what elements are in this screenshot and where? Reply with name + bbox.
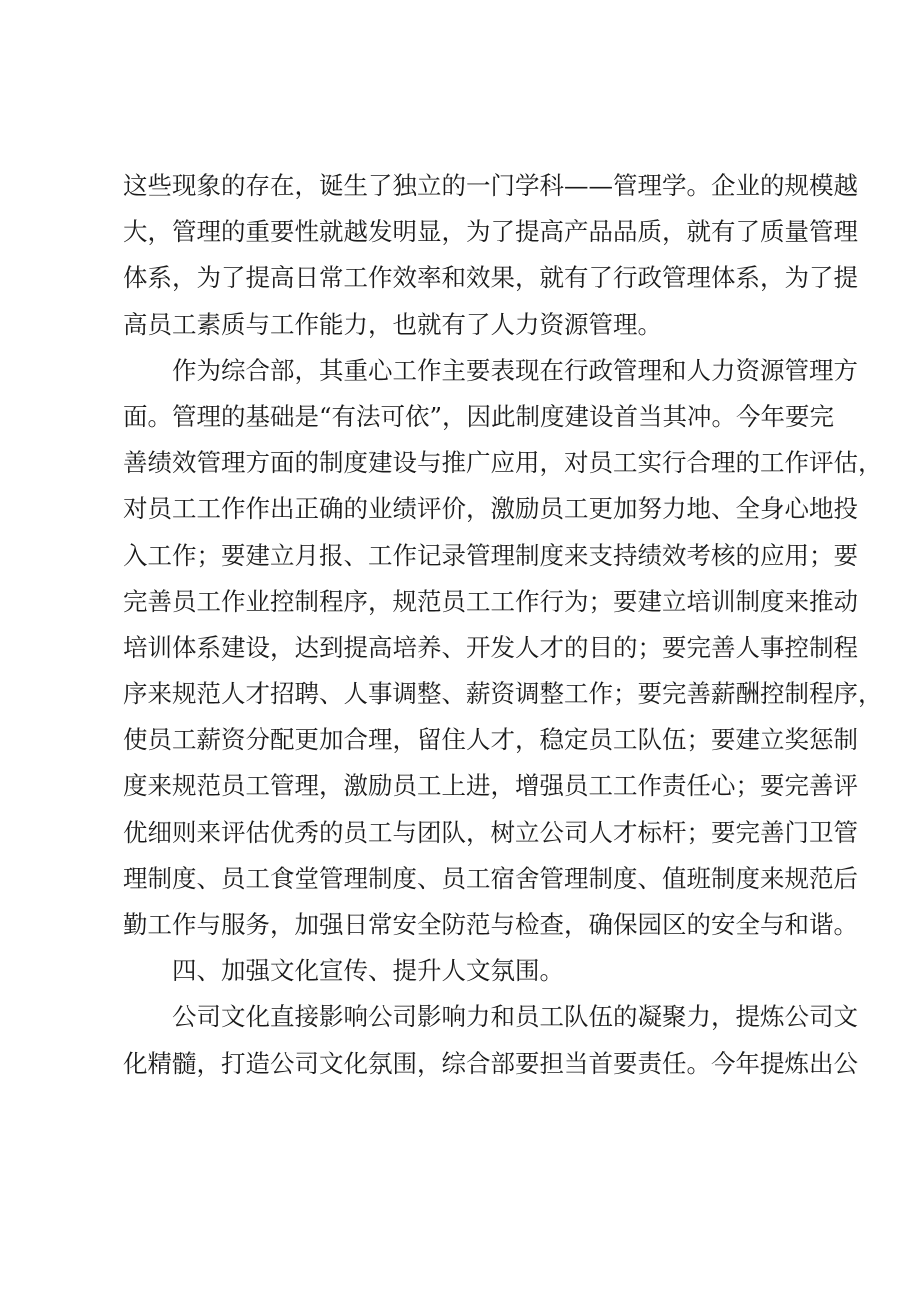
body-text — [123, 163, 883, 1087]
text-line: 作为综合部，其重心工作主要表现在行政管理和人力资源管理方 — [172, 355, 858, 385]
text-line: 大，管理的重要性就越发明显，为了提高产品品质，就有了质量管理 — [123, 217, 858, 247]
text-line: 面。管理的基础是“有法可依”，因此制度建设首当其冲。今年要完 — [123, 401, 835, 431]
text-line: 完善员工作业控制程序，规范员工工作行为；要建立培训制度来推动 — [123, 586, 858, 616]
text-line: 使员工薪资分配更加合理，留住人才，稳定员工队伍；要建立奖惩制 — [123, 725, 858, 755]
text-line: 度来规范员工管理，激励员工上进，增强员工工作责任心；要完善评 — [123, 771, 858, 801]
text-line: 高员工素质与工作能力，也就有了人力资源管理。 — [123, 309, 662, 339]
text-line: 勤工作与服务，加强日常安全防范与检查，确保园区的安全与和谐。 — [123, 910, 858, 939]
text-line: 培训体系建设，达到提高培养、开发人才的目的；要完善人事控制程 — [123, 632, 858, 662]
text-line: 化精髓，打造公司文化氛围，综合部要担当首要责任。今年提炼出公 — [123, 1048, 858, 1078]
text-line: 序来规范人才招聘、人事调整、薪资调整工作；要完善薪酬控制程序， — [123, 679, 883, 709]
text-line: 对员工工作作出正确的业绩评价，激励员工更加努力地、全身心地投 — [123, 494, 858, 524]
text-line: 这些现象的存在，诞生了独立的一门学科——管理学。企业的规模越 — [123, 171, 858, 200]
text-line: 入工作；要建立月报、工作记录管理制度来支持绩效考核的应用；要 — [123, 540, 858, 570]
text-line: 优细则来评估优秀的员工与团队，树立公司人才标杆；要完善门卫管 — [123, 817, 858, 847]
text-line: 体系，为了提高日常工作效率和效果，就有了行政管理体系，为了提 — [123, 263, 858, 293]
section-heading: 四、加强文化宣传、提升人文氛围。 — [172, 956, 564, 986]
text-line: 善绩效管理方面的制度建设与推广应用，对员工实行合理的工作评估， — [123, 448, 883, 478]
text-line: 理制度、员工食堂管理制度、员工宿舍管理制度、值班制度来规范后 — [123, 863, 858, 893]
text-line: 公司文化直接影响公司影响力和员工队伍的凝聚力，提炼公司文 — [172, 1002, 858, 1032]
